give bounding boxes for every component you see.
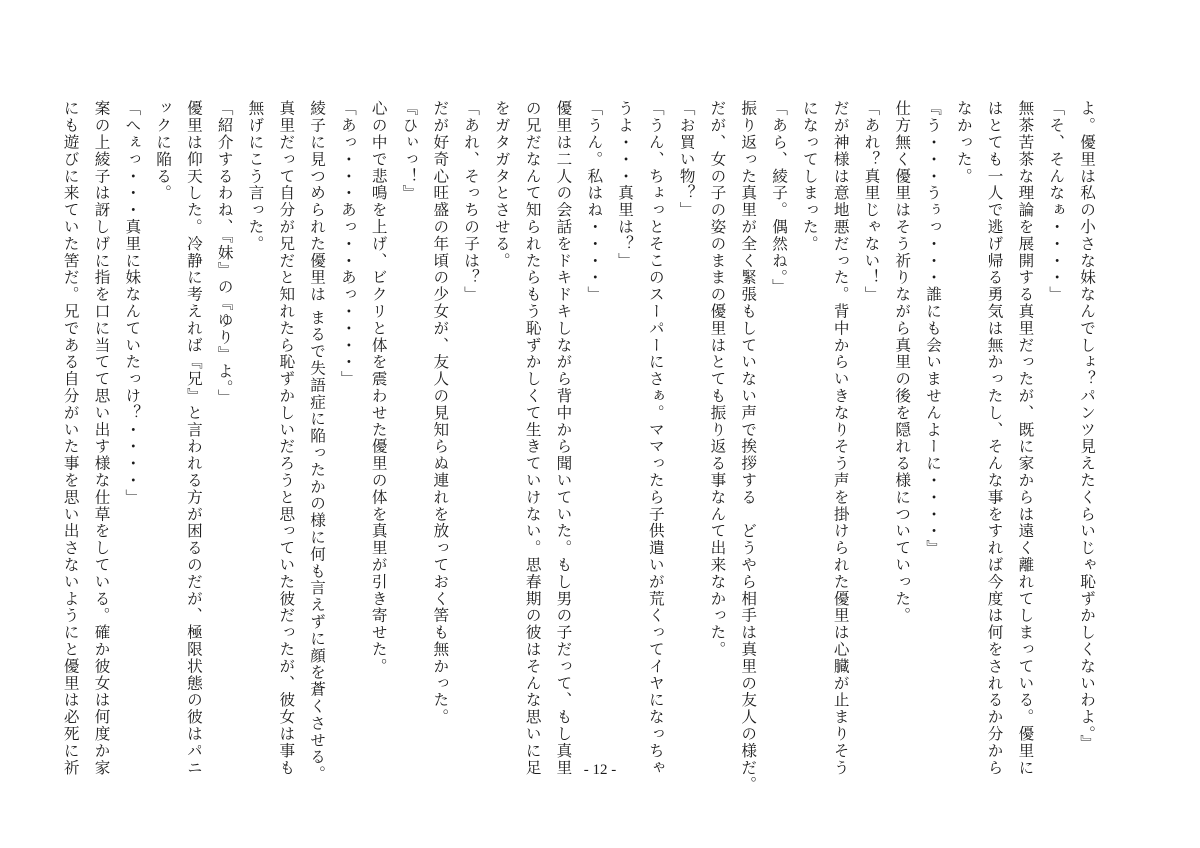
- text-line: 無茶苦茶な理論を展開する真里だったが、既に家からは遠く離れてしまっている。優里に: [1016, 100, 1035, 776]
- text-line: 心の中で悲鳴を上げ、ビクリと体を震わせた優里の体を真里が引き寄せた。: [369, 100, 388, 675]
- text-line: 『う・・・うぅっ・・・誰にも会いませんよーに・・・・』: [924, 100, 943, 557]
- text-line: にも遊びに来ていた筈だ。兄である自分がいた事を思い出さないようにと優里は必死に祈: [61, 100, 80, 776]
- text-line: 優里は二人の会話をドキドキしながら背中から聞いていた。もし男の子だって、もし真里: [554, 100, 573, 776]
- text-line: だが神様は意地悪だった。背中からいきなりそう声を掛けられた優里は心臓が止まりそう: [831, 100, 850, 776]
- text-line: 優里は仰天した。冷静に考えれば『兄』と言われる方が困るのだが、極限状態の彼はパニ: [184, 100, 203, 776]
- text-line: はとても一人で逃げ帰る勇気は無かったし、そんな事をすれば今度は何をされるか分から: [985, 100, 1004, 776]
- text-line: 振り返った真里が全く緊張もしていない声で挨拶する どうやら相手は真里の友人の様だ。: [739, 100, 758, 793]
- text-line: 「あれ？真里じゃない！」: [862, 100, 881, 303]
- text-line: 「紹介するわね、『妹』の『ゆり』よ。」: [215, 100, 234, 406]
- text-line: 「うん。私はね・・・・」: [585, 100, 604, 303]
- text-line: 「お買い物？」: [677, 100, 696, 219]
- text-line: 「うん、ちょっとそこのスーパーにさぁ。ママったら子供遣いが荒くってイヤになっちゃ: [646, 100, 665, 776]
- text-line: よ。優里は私の小さな妹なんでしょ？パンツ見えたくらいじゃ恥ずかしくないわよ。』: [1078, 100, 1096, 752]
- text-line: 真里だって自分が兄だと知れたら恥ずかしいだろうと思っていた彼だったが、彼女は事も: [277, 100, 296, 776]
- text-line: 『ひぃっ！』: [400, 100, 419, 202]
- text-line: うよ・・・真里は？」: [616, 100, 635, 269]
- text-line: だが、女の子の姿のままの優里はとても振り返る事なんて出来なかった。: [708, 100, 727, 658]
- text-line: 「あれ、そっちの子は？」: [462, 100, 481, 303]
- text-line: をガタガタとさせる。: [492, 100, 511, 269]
- text-line: 「あっ・・・あっ・・あっ・・・・」: [338, 100, 357, 388]
- text-line: になってしまった。: [800, 100, 819, 253]
- text-line: 「へぇっ・・・真里に妹なんていたっけ？・・・・」: [123, 100, 142, 506]
- page-number: - 12 -: [583, 762, 617, 778]
- text-line: 「あら、綾子。偶然ね。」: [770, 100, 789, 295]
- text-line: の兄だなんて知られたらもう恥ずかしくて生きていけない。思春期の彼はそんな思いに足: [523, 100, 542, 776]
- text-line: だが好奇心旺盛の年頃の少女が、友人の見知らぬ連れを放っておく筈も無かった。: [431, 100, 450, 726]
- text-line: 綾子に見つめられた優里は まるで失語症に陥ったかの様に何も言えずに顔を蒼くさせる。: [308, 100, 327, 783]
- text-line: 案の上綾子は訝しげに指を口に当てて思い出す様な仕草をしている。確か彼女は何度か家: [92, 100, 111, 776]
- text-line: なかった。: [954, 100, 973, 185]
- text-line: 仕方無く優里はそう祈りながら真里の後を隠れる様についていった。: [893, 100, 912, 624]
- text-line: ックに陥る。: [154, 100, 173, 202]
- text-line: 「そ、そんなぁ・・・・」: [1047, 100, 1066, 303]
- text-line: 無げにこう言った。: [246, 100, 265, 253]
